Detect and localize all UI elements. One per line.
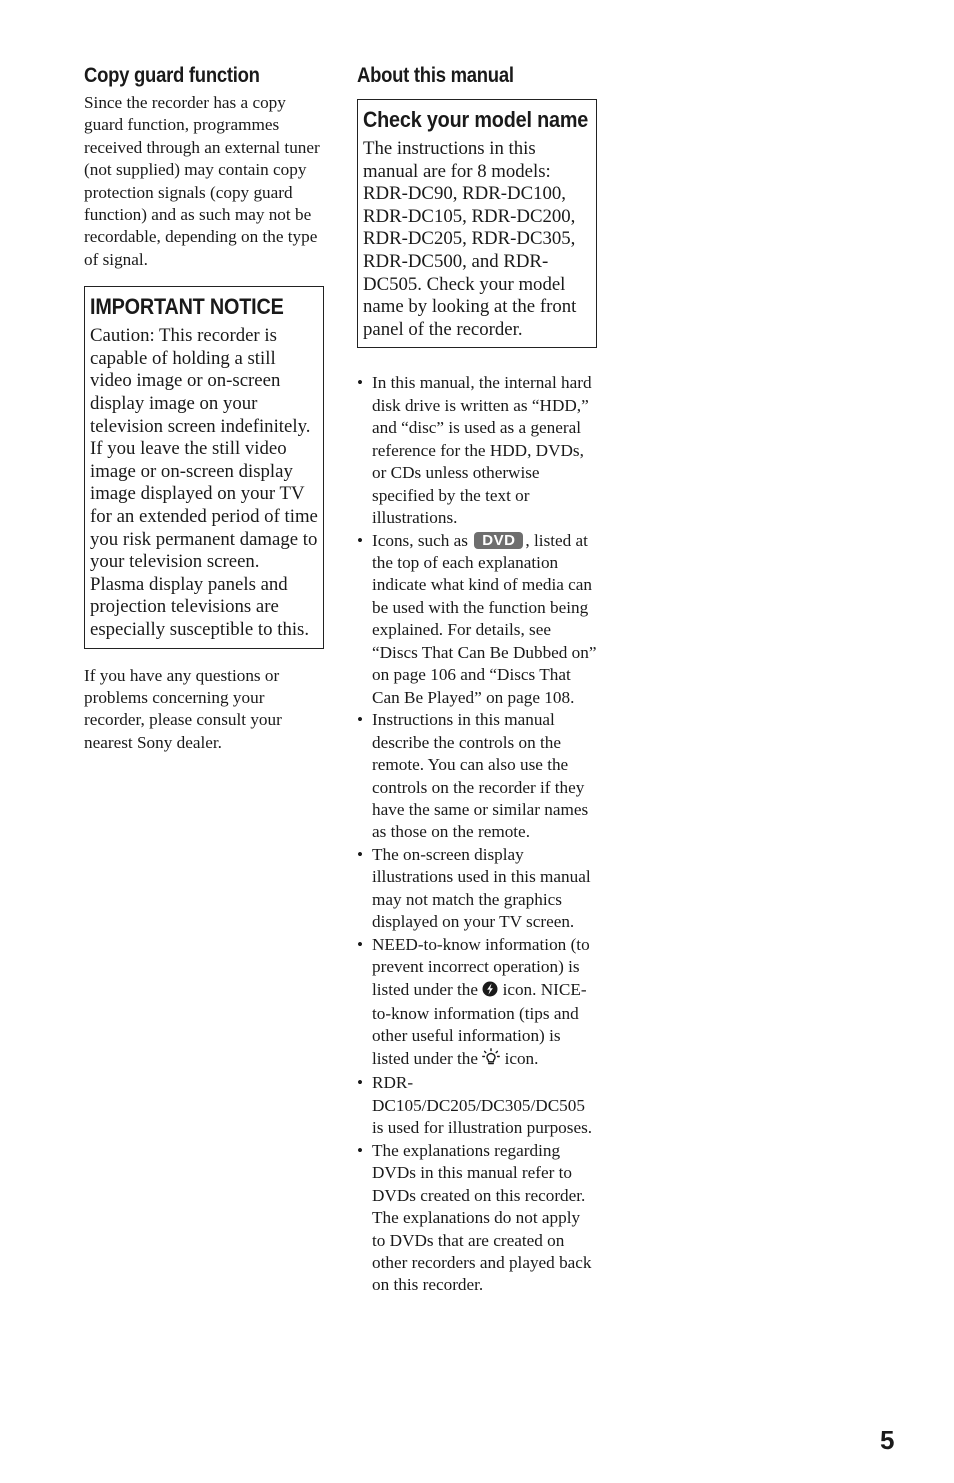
important-notice-box [84,286,324,648]
questions-paragraph: If you have any questions or problems concerning your recorder, please consult your nearest Sony dealer. [84,665,282,752]
page-number: 5 [880,1425,895,1455]
list-item [357,1140,597,1297]
left-column [84,60,324,754]
bullet-text: Icons, such as [372,530,468,550]
copy-guard-paragraph: Since the recorder has a copy guard function, programmes received through an external tuner (not supplied) may contain copy protection signals (copy guard function) and as such may not be recordable, depending on the type of signal. [84,93,320,269]
bullet-text: NEED-to-know information (to prevent incorrect operation) is listed under the [372,934,590,999]
bullet-text: The explanations regarding DVDs in this manual refer to DVDs created on this recorder. The explanations do not apply to DVDs that are created on other recorders and played back on this recorder. [372,1140,592,1295]
bullet-text: The on-screen display illustrations used in this manual may not match the graphics displayed on your TV screen. [372,844,591,932]
model-name-box-text: The instructions in this manual are for 8 models: RDR-DC90, RDR-DC100, RDR-DC105, RDR-DC200, RDR-DC205, RDR-DC305, RDR-DC500, and RDR-DC505. Check your model name by looking at the front panel of the recorder. [363,138,577,340]
list-item [357,372,597,529]
bullet-text: RDR-DC105/DC205/DC305/DC505 is used for illustration purposes. [372,1073,593,1138]
dvd-media-badge: DVD [474,532,523,549]
about-manual-heading: About this manual [357,64,514,87]
list-item [357,530,597,710]
bullet-text: icon. NICE-to-know information (tips and other useful information) is listed under the [372,979,587,1068]
list-item [357,934,597,1073]
bullet-text: Instructions in this manual describe the controls on the remote. You can also use the controls on the recorder if they have the same or similar names as those on the remote. [372,710,589,842]
lightbulb-tip-icon [482,1048,500,1072]
bullet-text: , listed at the top of each explanation indicate what kind of media can be used with the function being explained. For details, see “Discs That Can Be Dubbed on” on page 106 and “Discs That Can Be Played” on page 108. [372,530,597,707]
model-name-box-title: Check your model name [363,107,589,132]
manual-notes-list [357,372,597,1297]
important-notice-title: IMPORTANT NOTICE [90,294,284,320]
caution-bolt-icon [482,981,498,1003]
model-name-box [357,99,597,348]
list-item [357,709,597,844]
bullet-text: In this manual, the internal hard disk drive is written as “HDD,” and “disc” is used as a general reference for the HDD, DVDs, or CDs unless otherwise specified by the text or illustrations. [372,373,592,528]
right-column [357,60,597,1297]
bullet-text: icon. [504,1048,539,1068]
copy-guard-heading: Copy guard function [84,64,260,87]
list-item [357,844,597,934]
important-notice-text: Caution: This recorder is capable of holding a still video image or on-screen display image on your television screen indefinitely. If you leave the still video image or on-screen display image displayed on your TV for an extended period of time you risk permanent damage to your television screen. Plasma display panels and projection televisions are especially susceptible to this. [90,325,318,640]
list-item [357,1072,597,1139]
